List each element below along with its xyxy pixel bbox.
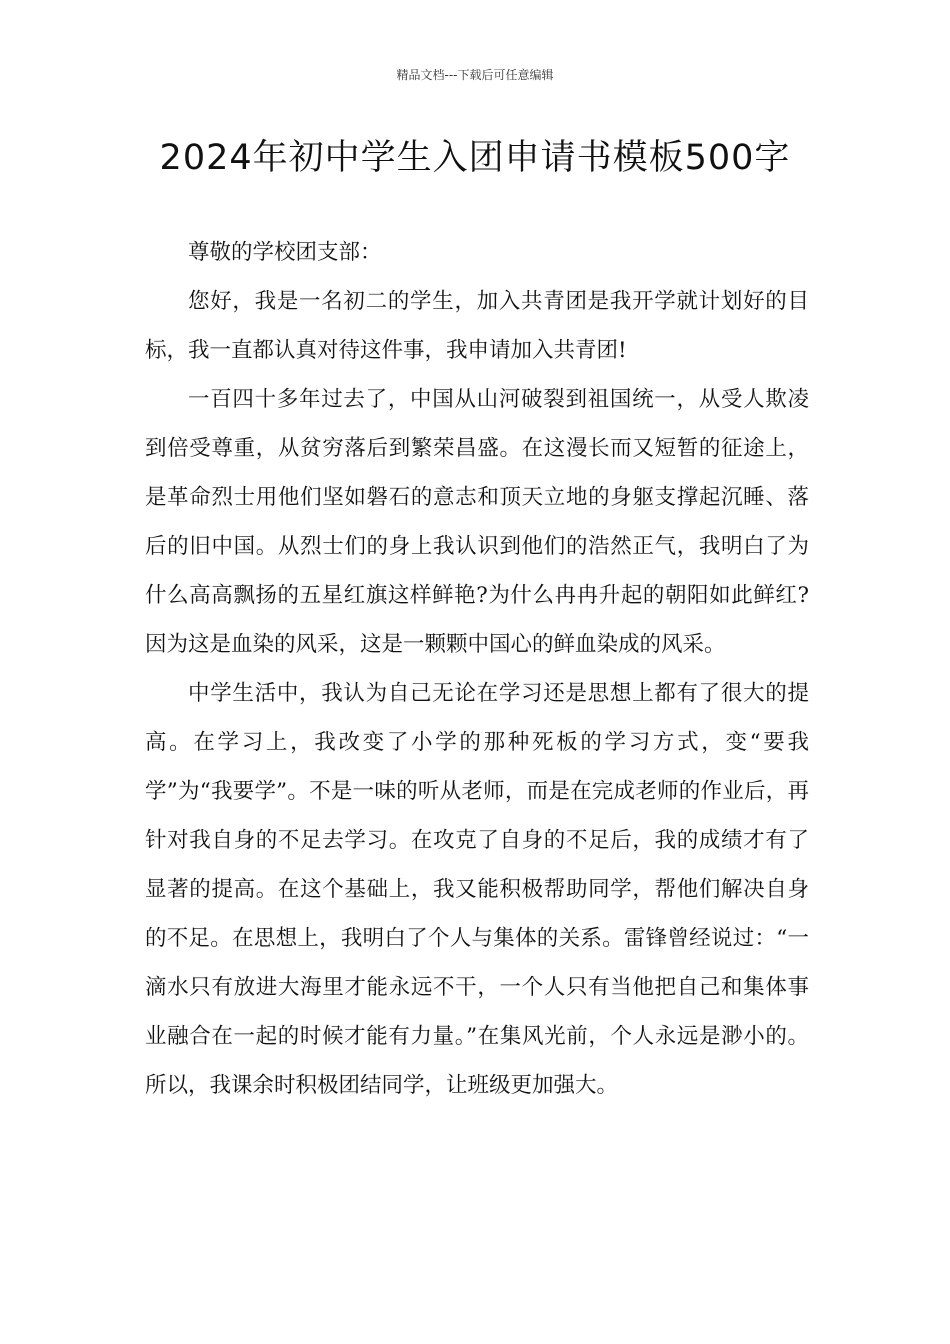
document-title: 2024年初中学生入团申请书模板500字 (159, 138, 791, 178)
salutation-paragraph: 尊敬的学校团支部： (188, 240, 382, 265)
body-paragraph-2: 一百四十多年过去了，中国从山河破裂到祖国统一，从受人欺凌到倍受尊重，从贫穷落后到繁荣昌盛。在这漫长而又短暂的征途上，是革命烈士用他们坚如磐石的意志和顶天立地的身躯支撑起沉睡、落后的旧中国。从烈士们的身上我认识到他们的浩然正气，我明白了为什么高高飘扬的五星红旗这样鲜艳?为什么冉冉升起的朝阳如此鲜红?因为这是血染的风采，这是一颗颗中国心的鲜血染成的风采。 (145, 387, 809, 657)
document-body (145, 228, 809, 1110)
body-paragraph-3: 中学生活中，我认为自己无论在学习还是思想上都有了很大的提高。在学习上，我改变了小学的那种死板的学习方式，变“要我学”为“我要学”。不是一味的听从老师，而是在完成老师的作业后，再针对我自身的不足去学习。在攻克了自身的不足后，我的成绩才有了显著的提高。在这个基础上，我又能积极帮助同学，帮他们解决自身的不足。在思想上，我明白了个人与集体的关系。雷锋曾经说过：“一滴水只有放进大海里才能永远不干，一个人只有当他把自己和集体事业融合在一起的时候才能有力量。”在集风光前，个人永远是渺小的。所以，我课余时积极团结同学，让班级更加强大。 (145, 681, 809, 1098)
body-paragraph-1: 您好，我是一名初二的学生，加入共青团是我开学就计划好的目标，我一直都认真对待这件事，我申请加入共青团! (145, 289, 809, 363)
header-note: 精品文档---下载后可任意编辑 (396, 68, 554, 82)
